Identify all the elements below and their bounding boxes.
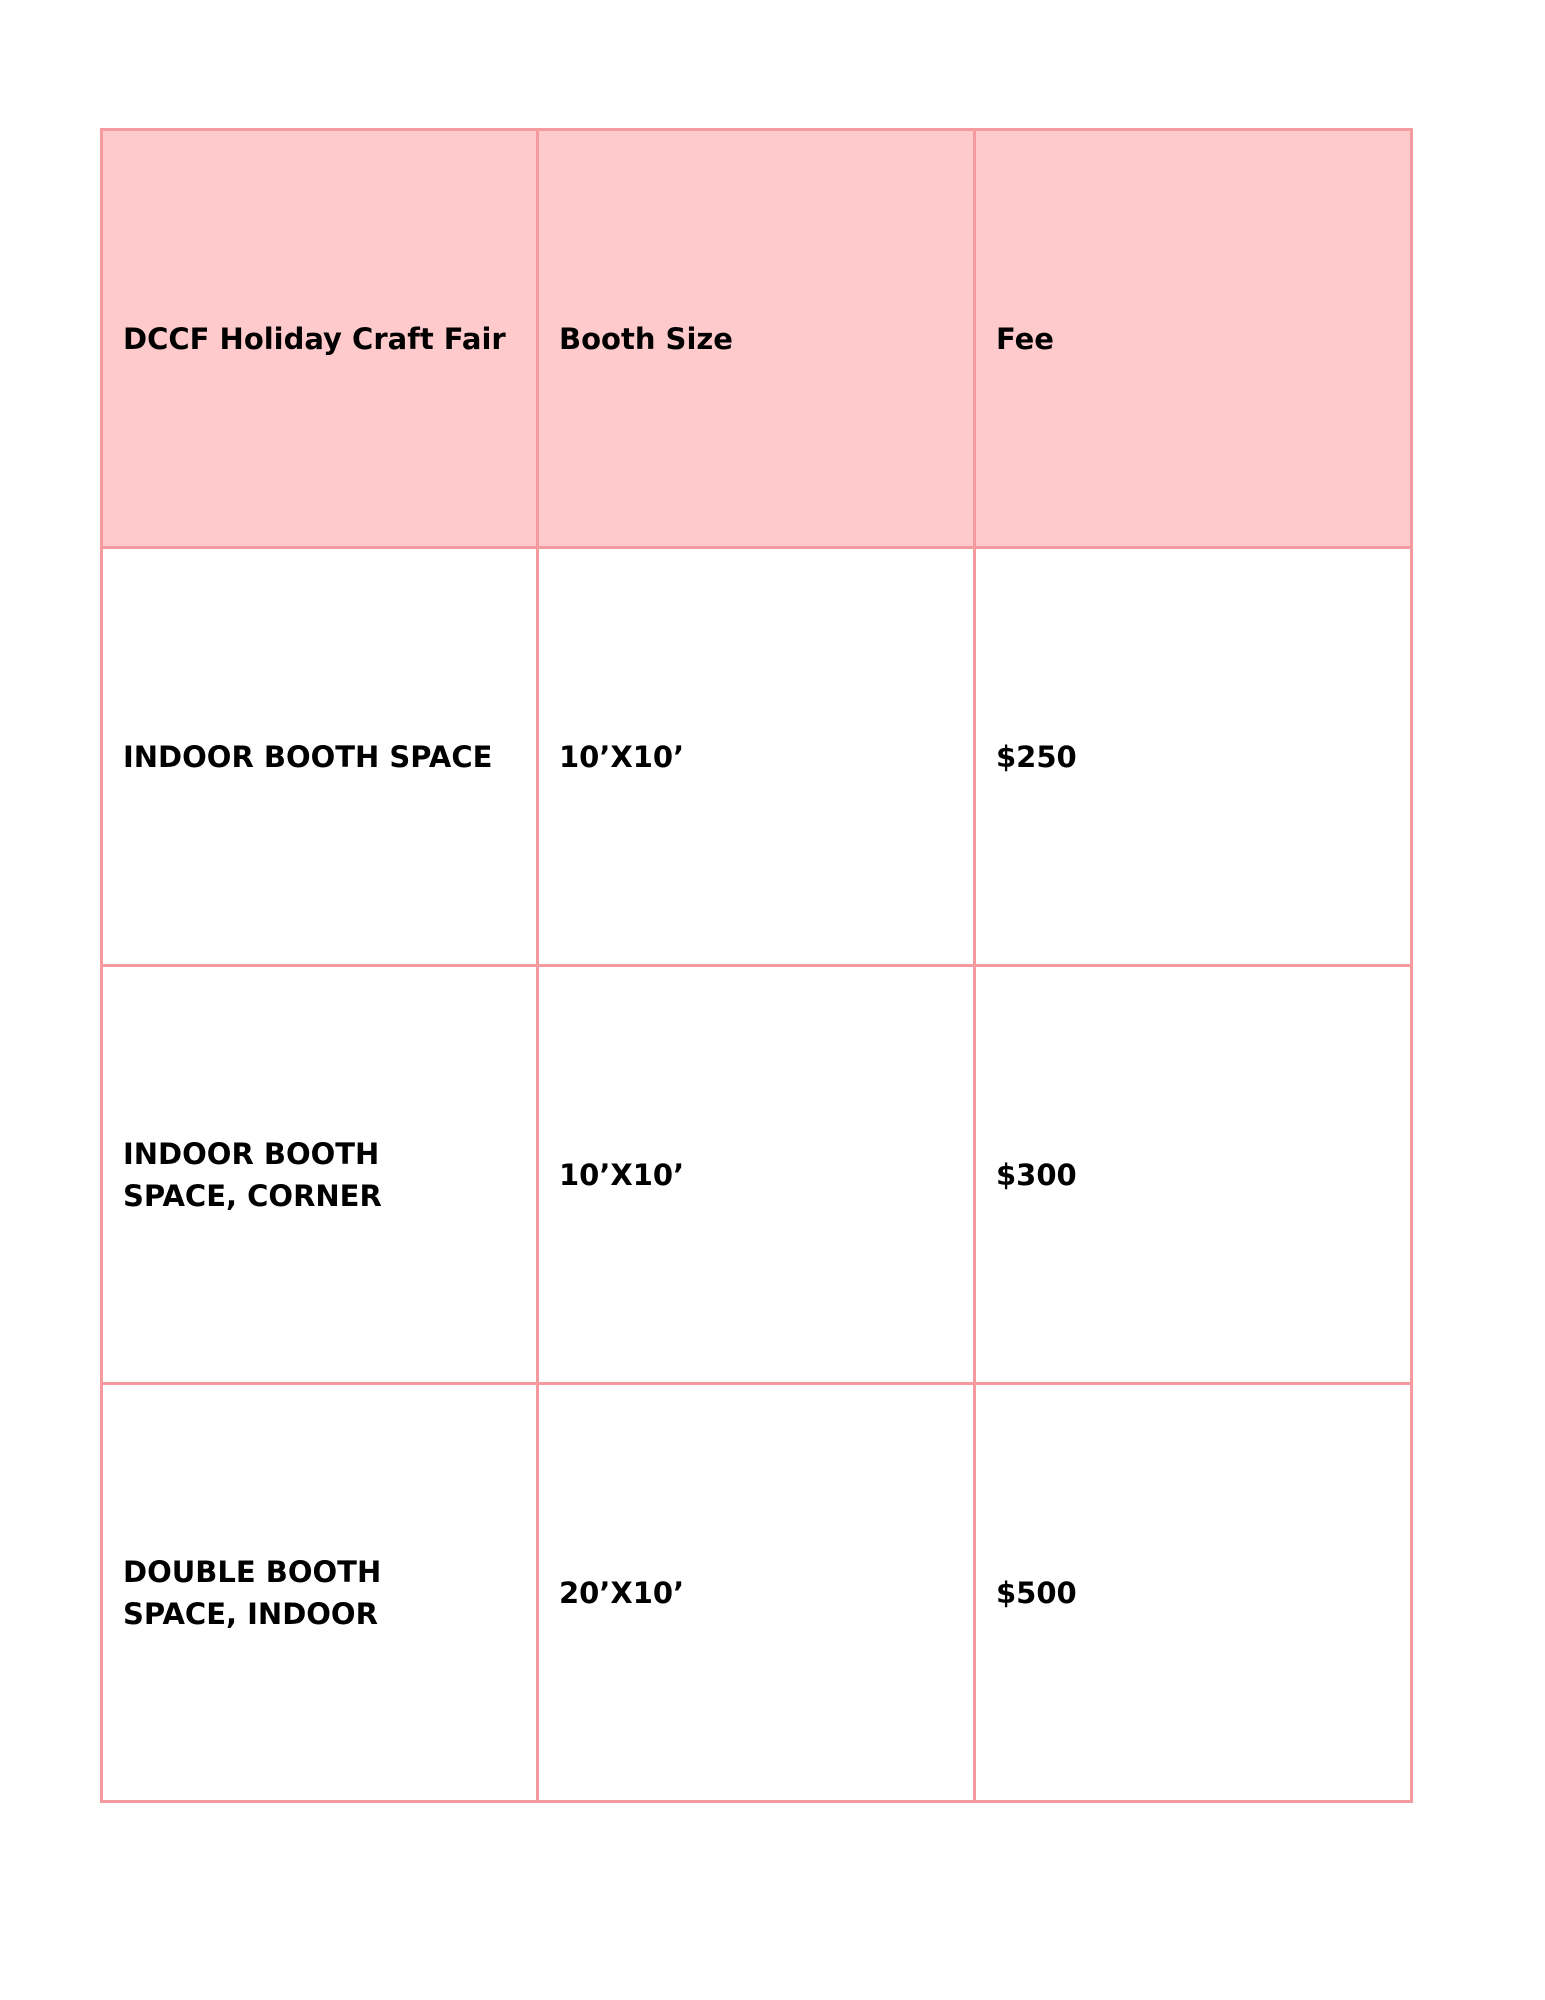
booth-type-cell: INDOOR BOOTH SPACE, CORNER xyxy=(102,966,538,1384)
fee-cell: $300 xyxy=(975,966,1412,1384)
header-fee: Fee xyxy=(975,130,1412,548)
fee-cell: $500 xyxy=(975,1384,1412,1802)
booth-size-cell: 20’X10’ xyxy=(538,1384,975,1802)
booth-type-cell: DOUBLE BOOTH SPACE, INDOOR xyxy=(102,1384,538,1802)
fee-cell: $250 xyxy=(975,548,1412,966)
table-row xyxy=(102,548,1412,966)
table-header-row xyxy=(102,130,1412,548)
table-row xyxy=(102,1384,1412,1802)
header-booth-size: Booth Size xyxy=(538,130,975,548)
header-event: DCCF Holiday Craft Fair xyxy=(102,130,538,548)
booth-size-cell: 10’X10’ xyxy=(538,966,975,1384)
table-row xyxy=(102,966,1412,1384)
booth-type-cell: INDOOR BOOTH SPACE xyxy=(102,548,538,966)
booth-size-cell: 10’X10’ xyxy=(538,548,975,966)
booth-fee-table xyxy=(100,128,1413,1803)
